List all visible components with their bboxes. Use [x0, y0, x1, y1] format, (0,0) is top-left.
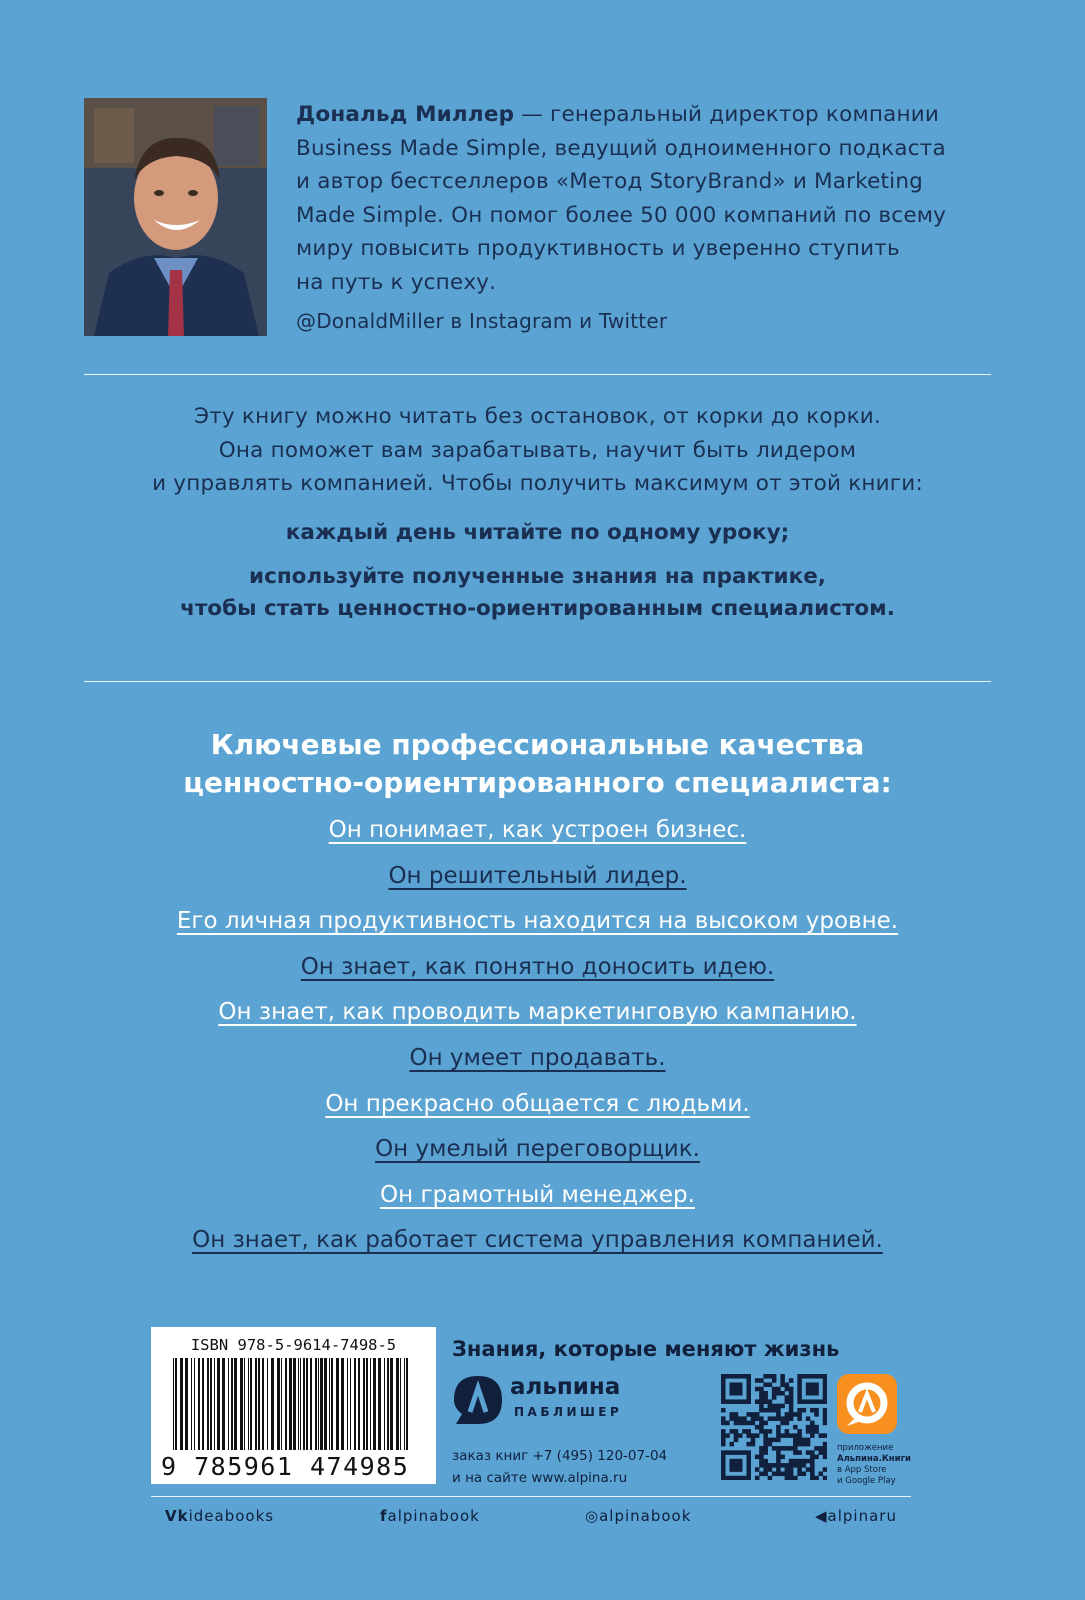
- intro-line: и управлять компанией. Чтобы получить максимум от этой книги:: [152, 471, 923, 496]
- bio-line: Business Made Simple, ведущий одноименного подкаста: [296, 135, 946, 161]
- app-line: в App Store: [837, 1465, 887, 1475]
- instagram-icon: ◎: [585, 1507, 600, 1525]
- quality-item: [84, 861, 991, 907]
- telegram-icon: ◀: [815, 1507, 828, 1525]
- vk-icon: Vk: [165, 1507, 189, 1525]
- quality-text: Он решительный лидер.: [388, 862, 687, 889]
- isbn-barcode: [151, 1327, 436, 1484]
- author-bio: [296, 98, 986, 339]
- app-line: Альпина.Книги: [837, 1454, 912, 1464]
- divider-middle: [84, 681, 991, 682]
- bio-line: и автор бестселлеров «Метод StoryBrand» и Marketing: [296, 169, 924, 194]
- author-photo: [84, 98, 267, 336]
- app-line: приложение: [837, 1443, 894, 1453]
- quality-text: Он знает, как проводить маркетинговую кампанию.: [218, 999, 857, 1026]
- social-facebook[interactable]: [380, 1507, 480, 1525]
- publisher-subtitle: ПАБЛИШЕР: [514, 1405, 623, 1419]
- intro-line: Она поможет вам зарабатывать, научит быть лидером: [218, 437, 857, 463]
- social-instagram[interactable]: [585, 1507, 691, 1525]
- social-label: ideabooks: [188, 1507, 275, 1525]
- publisher-name: альпина: [510, 1374, 621, 1400]
- bio-line: на путь к успеху.: [296, 269, 497, 295]
- publisher-slogan: Знания, которые меняют жизнь: [452, 1337, 840, 1361]
- quality-item: [84, 1043, 991, 1089]
- quality-item: [84, 815, 991, 861]
- alpina-app-icon[interactable]: [837, 1374, 897, 1434]
- divider-bottom: [151, 1496, 911, 1497]
- publisher-contacts: [452, 1445, 667, 1489]
- quality-text: Он знает, как понятно доносить идею.: [300, 953, 775, 980]
- social-label: alpinabook: [599, 1507, 692, 1525]
- quality-item: [84, 1180, 991, 1226]
- quality-item: [84, 952, 991, 998]
- quality-item: [84, 1134, 991, 1180]
- quality-item: [84, 1089, 991, 1135]
- author-social-handle[interactable]: @DonaldMiller в Instagram и Twitter: [296, 309, 668, 333]
- publisher-logo-block[interactable]: [452, 1374, 652, 1430]
- tip-item: каждый день читайте по одному уроку;: [285, 520, 790, 545]
- barcode-bars: [173, 1358, 414, 1450]
- quality-item: [84, 1225, 991, 1271]
- app-line: и Google Play: [837, 1476, 896, 1486]
- social-label: alpinabook: [387, 1507, 480, 1525]
- quality-text: Он умеет продавать.: [409, 1044, 666, 1071]
- quality-text: Он понимает, как устроен бизнес.: [328, 817, 747, 843]
- author-name: Дональд Миллер: [296, 102, 515, 127]
- social-label: alpinaru: [827, 1507, 897, 1525]
- author-block: [84, 98, 989, 338]
- divider-top: [84, 374, 991, 375]
- tip-item: чтобы стать ценностно-ориентированным специалистом.: [180, 596, 895, 621]
- intro-text: [84, 400, 991, 501]
- bio-line: — генеральный директор компании: [514, 102, 940, 127]
- quality-text: Его личная продуктивность находится на высоком уровне.: [176, 908, 899, 935]
- quality-item: [84, 997, 991, 1043]
- quality-text: Он грамотный менеджер.: [380, 1181, 695, 1208]
- tip-item: используйте полученные знания на практике,: [249, 564, 826, 589]
- barcode-digits: 9 785961 474985: [161, 1452, 410, 1481]
- quality-item: [84, 906, 991, 952]
- bio-line: миру повысить продуктивность и уверенно ступить: [296, 236, 900, 261]
- quality-text: Он знает, как работает система управления компанией.: [192, 1227, 883, 1254]
- social-links: [165, 1507, 910, 1531]
- bio-line: Made Simple. Он помог более 50 000 компаний по всему: [296, 202, 947, 228]
- social-vk[interactable]: [165, 1507, 274, 1525]
- reading-tips: [84, 517, 991, 637]
- qualities-title: [84, 726, 991, 802]
- qr-code-icon[interactable]: [721, 1374, 827, 1480]
- order-phone[interactable]: заказ книг +7 (495) 120-07-04: [452, 1448, 668, 1464]
- social-telegram[interactable]: [815, 1507, 897, 1525]
- qualities-list: [84, 815, 991, 1271]
- isbn-label: ISBN 978-5-9614-7498-5: [190, 1336, 397, 1354]
- qualities-title-line: ценностно-ориентированного специалиста:: [183, 766, 892, 799]
- intro-line: Эту книгу можно читать без остановок, от корки до корки.: [193, 404, 881, 429]
- quality-text: Он умелый переговорщик.: [375, 1136, 700, 1163]
- quality-text: Он прекрасно общается с людьми.: [325, 1090, 750, 1117]
- website-link[interactable]: и на сайте www.alpina.ru: [452, 1470, 628, 1486]
- app-store-text: [837, 1443, 911, 1487]
- qualities-title-line: Ключевые профессиональные качества: [210, 728, 865, 761]
- alpina-logo-icon: [452, 1374, 504, 1426]
- facebook-icon: f: [380, 1507, 388, 1525]
